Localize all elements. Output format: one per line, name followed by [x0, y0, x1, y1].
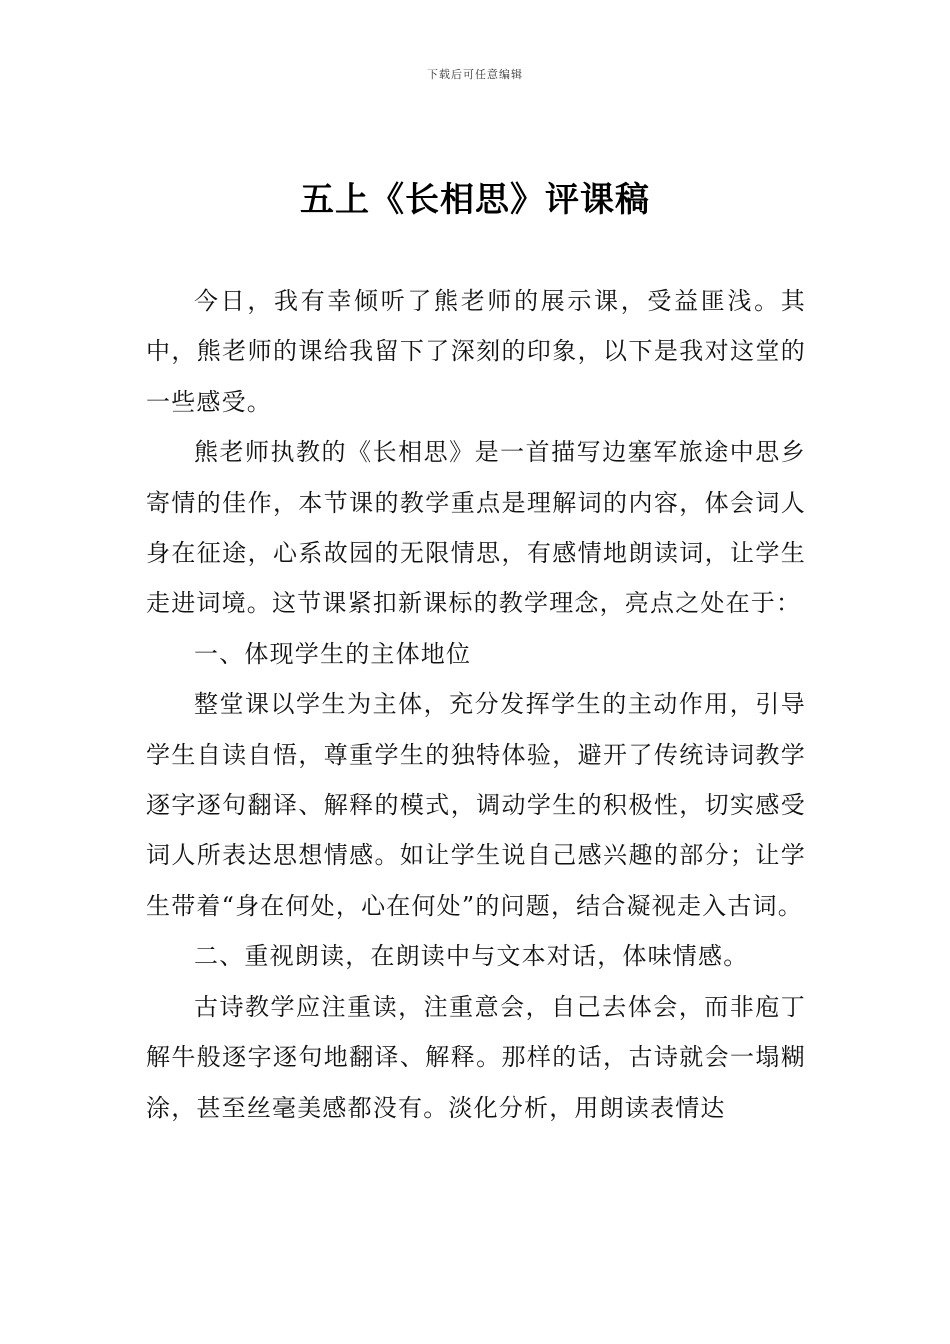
document-title: 五上《长相思》评课稿	[300, 180, 650, 220]
header-note: 下载后可任意编辑	[427, 68, 523, 81]
section-heading-2: 二、重视朗读，在朗读中与文本对话，体味情感。	[194, 942, 749, 971]
paragraph-intro: 今日，我有幸倾听了熊老师的展示课，受益匪浅。其中，熊老师的课给我留下了深刻的印象，以下是我对这堂的一些感受。	[146, 287, 806, 416]
paragraph-section-2: 古诗教学应注重读，注重意会，自己去体会，而非庖丁解牛般逐字逐句地翻译、解释。那样的话，古诗就会一塌糊涂，甚至丝毫美感都没有。淡化分析，用朗读表情达	[146, 992, 806, 1122]
paragraph-overview: 熊老师执教的《长相思》是一首描写边塞军旅途中思乡寄情的佳作，本节课的教学重点是理解词的内容，体会词人身在征途，心系故园的无限情思，有感情地朗读词，让学生走进词境。这节课紧扣新课标的教学理念，亮点之处在于：	[146, 438, 806, 618]
paragraph-section-1: 整堂课以学生为主体，充分发挥学生的主动作用，引导学生自读自悟，尊重学生的独特体验，避开了传统诗词教学逐字逐句翻译、解释的模式，调动学生的积极性，切实感受词人所表达思想情感。如让学生说自己感兴趣的部分；让学生带着“身在何处，心在何处”的问题，结合凝视走入古词。	[146, 690, 806, 920]
section-heading-1: 一、体现学生的主体地位	[194, 639, 472, 668]
document-body	[146, 276, 806, 1133]
